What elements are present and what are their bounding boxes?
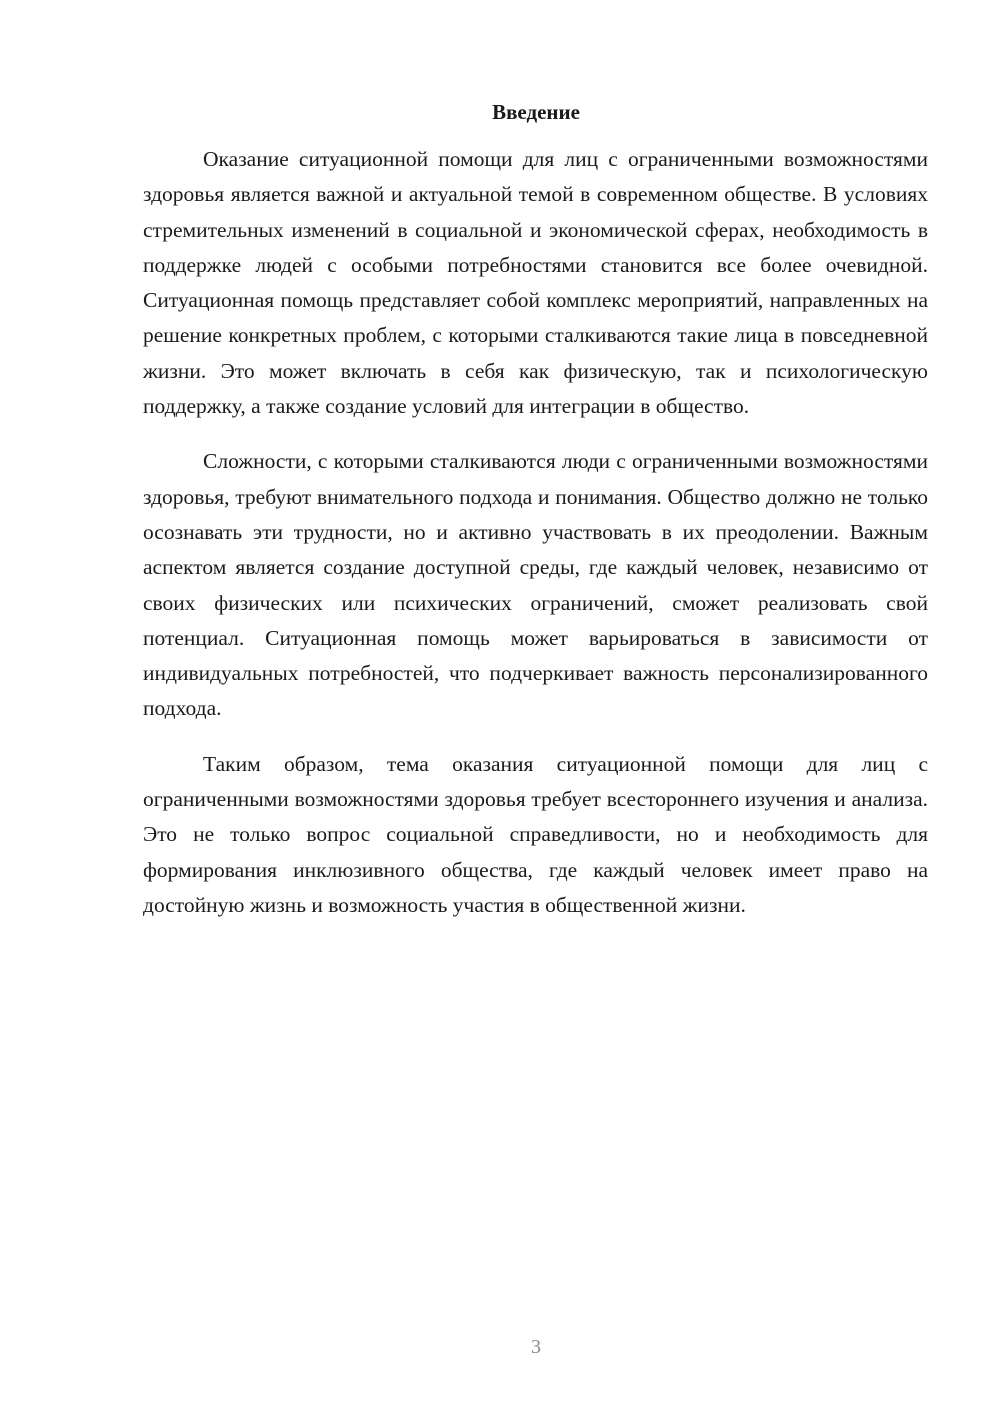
page-number: 3: [531, 1336, 541, 1358]
body-text: [143, 142, 928, 923]
paragraph-1: Оказание ситуационной помощи для лиц с ограниченными возможностями здоровья является важной и актуальной темой в современном обществе. В условиях стремительных изменений в социальной и экономической сферах, необходимость в поддержке людей с особыми потребностями становится все более очевидной. Ситуационная помощь представляет собой комплекс мероприятий, направленных на решение конкретных проблем, с которыми сталкиваются такие лица в повседневной жизни. Это может включать в себя как физическую, так и психологическую поддержку, а также создание условий для интеграции в общество.: [143, 147, 928, 419]
paragraph-3: Таким образом, тема оказания ситуационной помощи для лиц с ограниченными возможностями здоровья требует всестороннего изучения и анализа. Это не только вопрос социальной справедливости, но и необходимость для формирования инклюзивного общества, где каждый человек имеет право на достойную жизнь и возможность участия в общественной жизни.: [143, 751, 928, 917]
paragraph-2: Сложности, с которыми сталкиваются люди с ограниченными возможностями здоровья, требуют внимательного подхода и понимания. Общество должно не только осознавать эти трудности, но и активно участвовать в их преодолении. Важным аспектом является создание доступной среды, где каждый человек, независимо от своих физических или психических ограничений, сможет реализовать свой потенциал. Ситуационная помощь может варьироваться в зависимости от индивидуальных потребностей, что подчеркивает важность персонализированного подхода.: [143, 449, 928, 721]
section-title: Введение: [492, 100, 580, 124]
